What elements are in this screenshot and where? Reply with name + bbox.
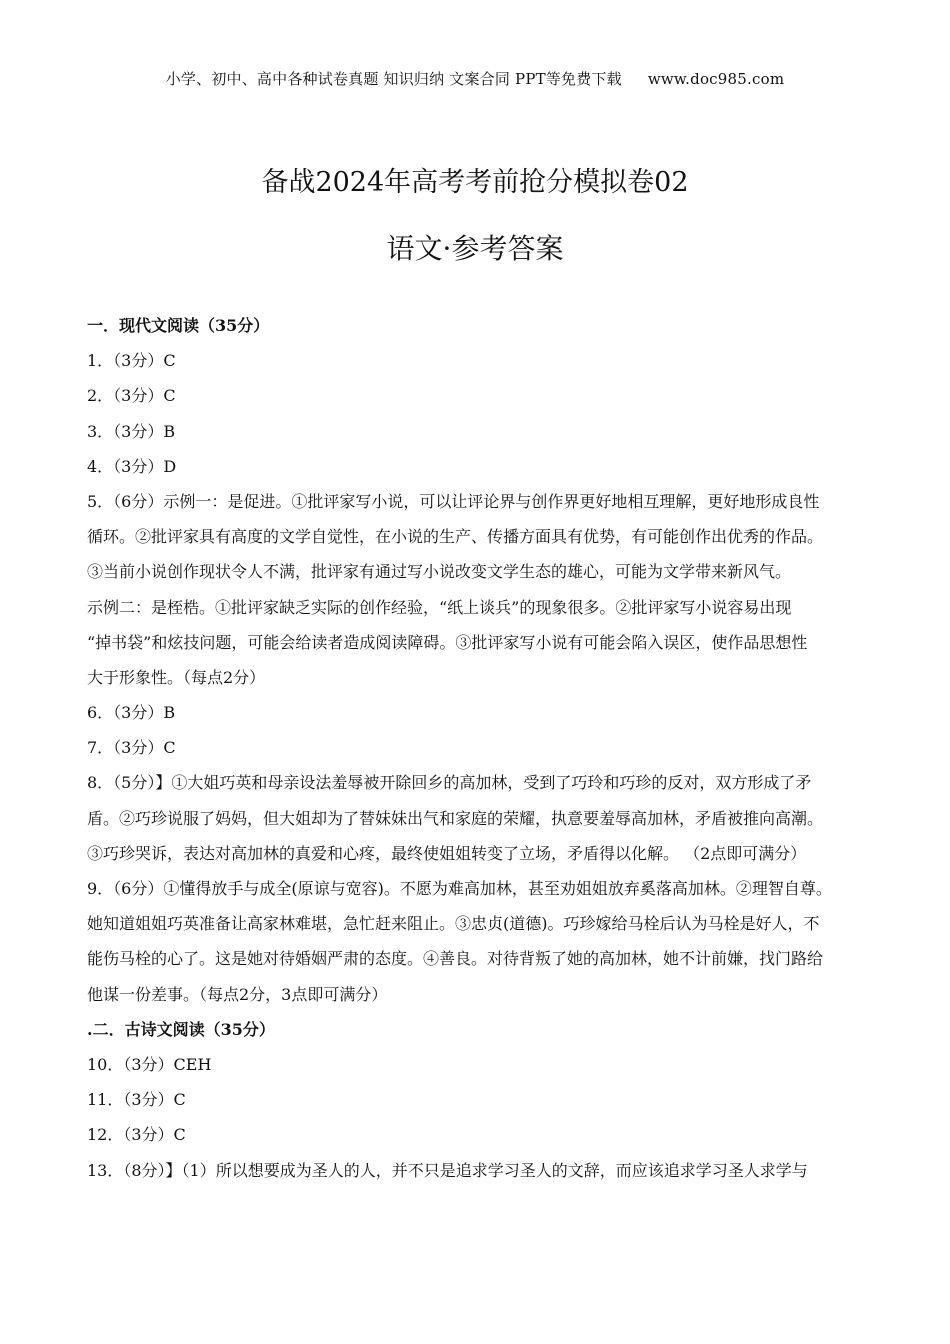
answer-line: 9．（6分）①懂得放手与成全(原谅与宽容)。不愿为难高加林，甚至劝姐姐放弃奚落高加林。②理智自尊。 [87,879,832,898]
answer-line: “掉书袋”和炫技问题，可能会给读者造成阅读障碍。③批评家写小说有可能会陷入误区，使作品思想性 [87,632,808,652]
answer-line: 12．（3分）C [87,1125,186,1145]
header-text: 小学、初中、高中各种试卷真题 知识归纳 文案合同 PPT等免费下载 [165,70,622,88]
answer-line: 盾。②巧珍说服了妈妈，但大姐却为了替妹妹出气和家庭的荣耀，执意要羞辱高加林，矛盾被推向高潮。 [87,808,824,828]
section-heading: 一．现代文阅读（35分） [87,316,270,335]
answer-line: 示例二：是桎梏。①批评家缺乏实际的创作经验，“纸上谈兵”的现象很多。②批评家写小说容易出现 [87,597,792,617]
answer-line: ③当前小说创作现状令人不满，批评家有通过写小说改变文学生态的雄心，可能为文学带来新风气。 [87,562,792,582]
answer-line: 循环。②批评家具有高度的文学自觉性，在小说的生产、传播方面具有优势，有可能创作出优秀的作品。 [87,527,824,547]
answer-line: 他谋一份差事。（每点2分，3点即可满分） [87,984,388,1004]
answer-line: 8．（5分）】①大姐巧英和母亲设法羞辱被开除回乡的高加林，受到了巧玲和巧珍的反对，双方形成了矛 [87,773,812,793]
answer-line: 她知道姐姐巧英准备让高家林难堪，急忙赶来阻止。③忠贞(道德)。巧珍嫁给马栓后认为马栓是好人，不 [87,914,820,934]
answer-line: 7．（3分）C [87,738,176,758]
page-subtitle: 语文·参考答案 [386,232,564,265]
answer-line: 6．（3分）B [87,703,176,723]
answer-body [87,308,877,1188]
page-title: 备战2024年高考考前抢分模拟卷02 [261,167,689,198]
answer-line: 能伤马栓的心了。这是她对待婚姻严肃的态度。④善良。对待背叛了她的高加林，她不计前嫌，找门路给 [87,949,824,969]
answer-line: 4．（3分）D [87,456,177,476]
answer-line: 13．（8分）】（1）所以想要成为圣人的人，并不只是追求学习圣人的文辞，而应该追求学习圣人求学与 [87,1160,808,1180]
page-header [0,68,950,89]
answer-line: 2．（3分）C [87,386,176,406]
answer-line: 3．（3分）B [87,421,176,441]
answer-line: ③巧珍哭诉，表达对高加林的真爱和心疼，最终使姐姐转变了立场，矛盾得以化解。 （2点即可满分） [87,843,807,863]
answer-line: 大于形象性。（每点2分） [87,667,266,687]
answer-line: 11．（3分）C [87,1090,186,1110]
answer-line: 10．（3分）CEH [87,1054,212,1074]
answer-line: 5．（6分）示例一：是促进。①批评家写小说，可以让评论界与创作界更好地相互理解，更好地形成良性 [87,491,820,511]
section-heading: .二．古诗文阅读（35分） [87,1019,275,1039]
answer-line: 1．（3分）C [87,351,176,371]
header-site: www.doc985.com [647,70,785,88]
